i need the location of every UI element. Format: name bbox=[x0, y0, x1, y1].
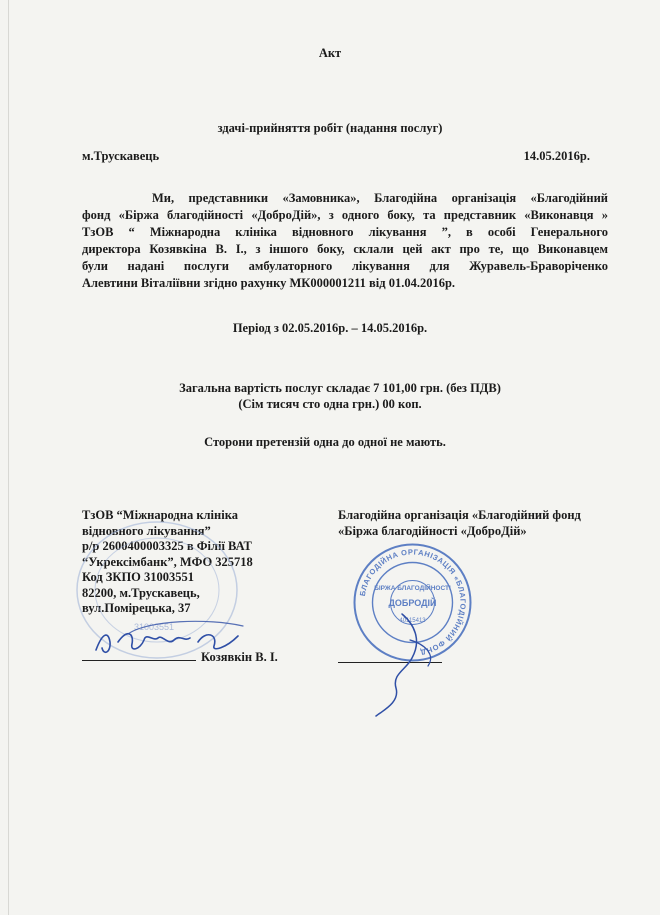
scan-edge bbox=[8, 0, 9, 915]
stamp-inner-text: БІРЖА БЛАГОДІЙНОСТІ bbox=[374, 585, 451, 592]
customer-signature-line bbox=[338, 662, 442, 663]
total-cost: Загальна вартість послуг складає 7 101,00 грн. (без ПДВ) bbox=[179, 381, 501, 395]
svg-text:БЛАГОДІЙНА ОРГАНІЗАЦІЯ «БЛАГОД bbox=[358, 547, 468, 656]
stamp-center-text: ДОБРОДІЙ bbox=[388, 598, 437, 608]
body-line: ТзОВ “ Міжнародна клініка відновного лікування ”, в особі Генерального bbox=[82, 225, 608, 239]
document-title: Акт bbox=[318, 46, 342, 60]
executor-details bbox=[82, 508, 253, 617]
executor-signatory: Козявкін В. І. bbox=[201, 650, 278, 664]
body-paragraph bbox=[82, 190, 608, 292]
body-line: Алевтини Віталіївни згідно рахунку МК000001211 від 01.04.2016р. bbox=[82, 276, 456, 290]
customer-line: «Біржа благодійності «ДоброДій» bbox=[338, 523, 527, 538]
stamp-code: 40115413 bbox=[399, 618, 426, 624]
body-line: фонд «Біржа благодійності «ДоброДій», з одного боку, та представник «Виконавця » bbox=[82, 208, 608, 222]
body-line: Ми, представники «Замовника», Благодійна організація «Благодійний bbox=[152, 191, 608, 205]
executor-line: відновного лікування” bbox=[82, 523, 211, 538]
executor-line: “Укрексімбанк”, МФО 325718 bbox=[82, 554, 253, 569]
no-claims-statement: Сторони претензій одна до одної не мають. bbox=[204, 435, 446, 449]
signature-underline bbox=[82, 660, 196, 661]
executor-line: вул.Помірецька, 37 bbox=[82, 601, 191, 615]
executor-line: 82200, м.Трускавець, bbox=[82, 585, 200, 600]
total-cost-words: (Сім тисяч сто одна грн.) 00 коп. bbox=[238, 397, 422, 411]
customer-details bbox=[338, 508, 581, 539]
document-city: м.Трускавець bbox=[82, 149, 160, 163]
service-period: Період з 02.05.2016р. – 14.05.2016р. bbox=[232, 321, 428, 335]
customer-stamp bbox=[350, 540, 475, 665]
customer-line: Благодійна організація «Благодійний фонд bbox=[338, 508, 581, 522]
executor-line: р/р 2600400003325 в Філії ВАТ bbox=[82, 539, 252, 553]
body-line: були надані послуги амбулаторного лікування для Журавель-Браворіченко bbox=[82, 259, 608, 273]
document-date: 14.05.2016р. bbox=[523, 149, 590, 163]
document-subtitle: здачі-прийняття робіт (надання послуг) bbox=[217, 121, 443, 135]
stamp-code: 31003551 bbox=[134, 622, 175, 632]
executor-signature-line bbox=[82, 650, 278, 665]
stamp-outer-text: БЛАГОДІЙНА ОРГАНІЗАЦІЯ «БЛАГОДІЙНИЙ ФОНД bbox=[357, 547, 468, 657]
customer-signature bbox=[362, 610, 452, 720]
body-line: директора Козявкіна В. І., з іншого боку, склали цей акт про те, що Виконавцем bbox=[82, 242, 608, 256]
executor-line: Код ЗКПО 31003551 bbox=[82, 570, 195, 584]
executor-line: ТзОВ “Міжнародна клініка bbox=[82, 508, 238, 522]
